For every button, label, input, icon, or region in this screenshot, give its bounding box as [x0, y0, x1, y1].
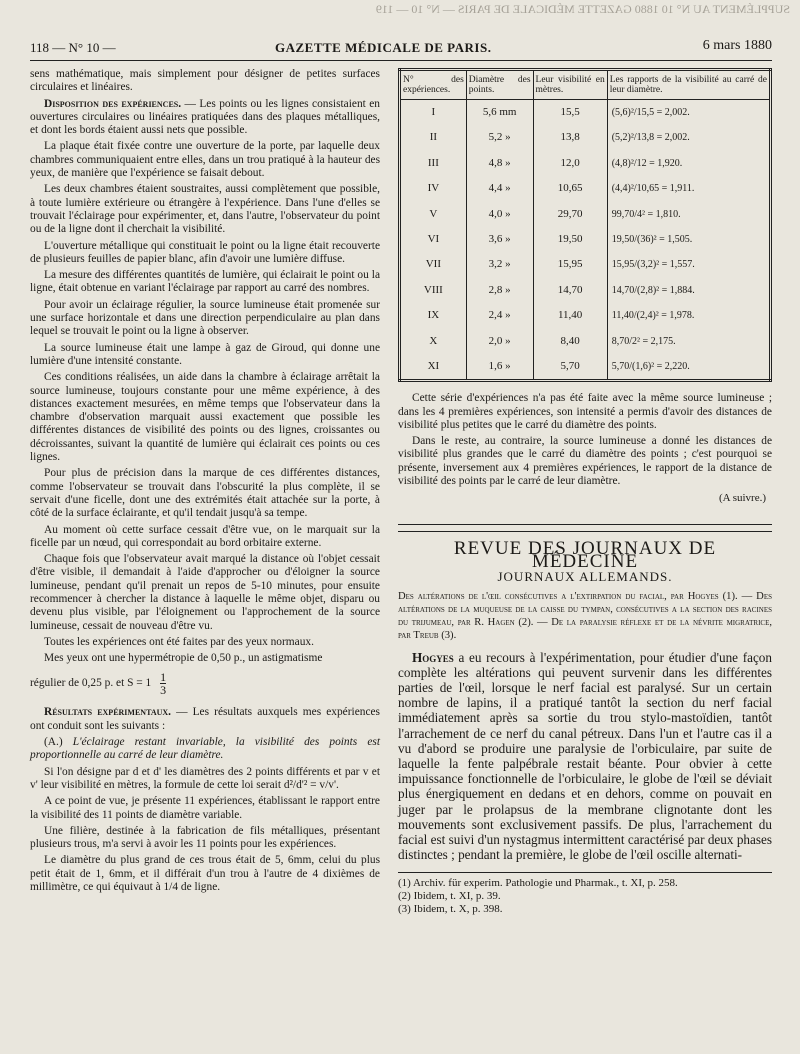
column-header: Diamètre des points.	[466, 70, 533, 100]
visibility-cell: 29,70	[533, 202, 607, 227]
right-column	[398, 68, 772, 915]
ratio-cell: 5,70/(1,6)² = 2,220.	[607, 354, 770, 381]
diameter-cell: 5,2 »	[466, 125, 533, 150]
results-paragraph	[30, 706, 380, 733]
section-divider	[398, 531, 772, 532]
results-heading: Résultats expérimentaux.	[44, 706, 172, 719]
law-label: (A.)	[44, 736, 73, 749]
law-text: L'éclairage restant invariable, la visibilité des points est proportionnelle au carré de leur diamètre.	[30, 736, 380, 762]
table-header-row	[400, 70, 771, 100]
ratio-cell: (5,2)²/13,8 = 2,002.	[607, 125, 770, 150]
experiments-table	[398, 68, 772, 382]
results-text: — Les résultats auxquels mes expériences ont conduit sont les suivants :	[30, 706, 380, 732]
footnotes	[398, 872, 772, 915]
visibility-cell: 13,8	[533, 125, 607, 150]
footnote: (1) Archiv. für experim. Pathologie und Pharmak., t. XI, p. 258.	[398, 877, 678, 890]
exp-number-cell: XI	[400, 354, 467, 381]
formula-text: régulier de 0,25 p. et S = 1	[30, 677, 152, 690]
table-row	[400, 100, 771, 126]
table-row	[400, 252, 771, 277]
section-subtitle: JOURNAUX ALLEMANDS.	[497, 569, 673, 585]
diameter-cell: 5,6 mm	[466, 100, 533, 126]
to-be-continued: (A suivre.)	[718, 492, 766, 505]
paragraph: La plaque était fixée contre une ouverture de la porte, par laquelle deux chambres communiquaient entre elles, dans un trou pratiqué à la hauteur des yeux, de manière que l'expérience se faisait debout.	[30, 140, 380, 180]
issue-date: 6 mars 1880	[702, 38, 772, 53]
exp-number-cell: VI	[400, 227, 467, 252]
paragraph: Pour plus de précision dans la marque de ces différentes distances, comme l'observateur se trouvait dans l'obscurité la plus complète, il se servait d'une ficelle, dont une des extrémités était attachée sur la porte, à côté de la surface éclairante, et qu'il tendait jusqu'à sa tempe.	[30, 467, 380, 520]
ratio-cell: 15,95/(3,2)² = 1,557.	[607, 252, 770, 277]
table-row	[400, 354, 771, 381]
table-row	[400, 227, 771, 252]
ratio-cell: (4,4)²/10,65 = 1,911.	[607, 176, 770, 201]
ratio-cell: 8,70/2² = 2,175.	[607, 329, 770, 354]
law-paragraph	[30, 736, 380, 763]
journal-title: GAZETTE MÉDICALE DE PARIS.	[275, 40, 492, 55]
column-header: Les rapports de la visibilité au carré de leur diamètre.	[607, 70, 770, 100]
diameter-cell: 4,4 »	[466, 176, 533, 201]
visibility-cell: 10,65	[533, 176, 607, 201]
left-column	[30, 68, 380, 897]
paragraph: A ce point de vue, je présente 11 expériences, établissant le rapport entre la visibilité des 11 points de diamètre variable.	[30, 795, 380, 821]
article-summary: Des altérations de l'œil consécutives a l'extirpation du facial, par Hogyes (1). — Des altérations de la muqueuse de la caisse du tympan, consécutives a la section des racines du trijumeau, par R. Hagen (2). — De la paralysie réflexe et de la névrite migratrice, par Treub (3).	[398, 590, 772, 641]
exp-number-cell: III	[400, 151, 467, 176]
paragraph: La mesure des différentes quantités de lumière, qui éclairait le point ou la ligne, était obtenue en variant l'éclairage par rapport au carré des nombres.	[30, 269, 380, 295]
paragraph: Au moment où cette surface cessait d'être vue, on le marquait sur la ficelle par un nœud, qui correspondait au bord orbitaire externe.	[30, 523, 380, 549]
ratio-cell: (5,6)²/15,5 = 2,002.	[607, 100, 770, 126]
table-row	[400, 303, 771, 328]
article-body-text: a eu recours à l'expérimentation, pour étudier d'une façon complète les altérations qui peuvent survenir dans les différentes parties de l'œil, lorsque le nerf facial est paralysé. Sur un certain nombre de lapins, il a pratiqué tantôt la section du nerf facial immédiatement après sa sortie du trou stylo-mastoïdien, tantôt l'arrachement de ce nerf du canal pétreux. Dans l'un et l'autre cas il a vu d'abord se produire une paralysie de l'orbiculaire, par suite de laquelle la fente palpébrale restait béante. Pour obvier à cette impuissance fonctionnelle de l'orbiculaire, le globe de l'œil se déviait plus énergiquement en dedans et en dehors, comme on pouvait en juger par le prolapsus de la membrane clignotante dont les mouvements sont exclusivement passifs. De plus, l'arrachement du facial est suivi d'un nystagmus intermittent caractérisé par deux phases distinctes ; pendant la première, le globe de l'œil oscille alternati-	[398, 649, 772, 863]
column-header: Leur visibilité en mètres.	[533, 70, 607, 100]
ratio-cell: 14,70/(2,8)² = 1,884.	[607, 278, 770, 303]
section-title: REVUE DES JOURNAUX DE MÉDECINE	[453, 537, 717, 572]
diameter-cell: 4,0 »	[466, 202, 533, 227]
paragraph: Le diamètre du plus grand de ces trous était de 5, 6mm, celui du plus petit était de 1, 6mm, et il différait d'un trou à l'autre de 4 dixièmes de millimètre, ce qui équivaut à 1/4 de ligne.	[30, 854, 380, 894]
footnote: (2) Ibidem, t. XI, p. 39.	[398, 890, 501, 902]
paragraph: L'ouverture métallique qui constituait le point ou la ligne était recouverte de plusieurs feuilles de papier blanc, afin d'avoir une lumière diffuse.	[30, 239, 380, 265]
table-row	[400, 151, 771, 176]
paragraph: La source lumineuse était une lampe à gaz de Giroud, qui donne une lumière d'une intensité constante.	[30, 341, 380, 367]
column-header: N° des expériences.	[400, 70, 467, 100]
bleed-through-text: SUPPLÉMENT AU N° 10 1880 GAZETTE MÉDICALE DE PARIS — N° 10 — 119	[375, 2, 790, 16]
paragraph: Toutes les expériences ont été faites par des yeux normaux.	[44, 635, 314, 648]
author-name: Hogyes	[412, 649, 454, 665]
ratio-cell: 11,40/(2,4)² = 1,978.	[607, 303, 770, 328]
table-row	[400, 329, 771, 354]
issue-number: — N° 10 —	[52, 40, 116, 55]
visibility-cell: 5,70	[533, 354, 607, 381]
ratio-cell: 19,50/(36)² = 1,505.	[607, 227, 770, 252]
visibility-cell: 11,40	[533, 303, 607, 328]
diameter-cell: 2,4 »	[466, 303, 533, 328]
exp-number-cell: X	[400, 329, 467, 354]
disposition-paragraph	[30, 98, 380, 138]
paragraph: Dans le reste, au contraire, la source lumineuse a donné les distances de visibilité plus grandes que le carré du diamètre des points ; c'est pourquoi se présente, inversement aux 4 premières expériences, le rapport de la distance de visibilité des points par le carré de leur diamètre.	[398, 435, 772, 488]
visibility-cell: 8,40	[533, 329, 607, 354]
exp-number-cell: IV	[400, 176, 467, 201]
exp-number-cell: IX	[400, 303, 467, 328]
diameter-cell: 1,6 »	[466, 354, 533, 381]
section-divider	[398, 524, 772, 525]
exp-number-cell: I	[400, 100, 467, 126]
table-row	[400, 202, 771, 227]
formula-numerator: 1	[160, 670, 167, 685]
diameter-cell: 3,2 »	[466, 252, 533, 277]
paragraph: Pour avoir un éclairage régulier, la source lumineuse était promenée sur une surface horizontale et dans une direction perpendiculaire au plan dans lequel se trouvait le point ou la ligne à observer.	[30, 298, 380, 338]
formula-fraction	[160, 671, 166, 696]
intro-paragraph: sens mathématique, mais simplement pour désigner de petites surfaces circulaires et linéaires.	[30, 68, 380, 94]
header-rule	[30, 60, 772, 61]
page-header	[30, 38, 772, 58]
table-body	[400, 100, 771, 381]
diameter-cell: 3,6 »	[466, 227, 533, 252]
ratio-cell: (4,8)²/12 = 1,920.	[607, 151, 770, 176]
paragraph: Une filière, destinée à la fabrication de fils métalliques, présentant plusieurs trous, m'a servi à avoir les 11 points pour les expériences.	[30, 824, 380, 851]
diameter-cell: 2,0 »	[466, 329, 533, 354]
paragraph: Ces conditions réalisées, un aide dans la chambre à éclairage arrêtait la source lumineuse, toujours constante pour une même expérience, à des distances exactement mesurées, en même temps que l'observateur dans la chambre d'observation marquait aussi exactement que possible les différentes distances de visibilité des points ou des lignes, croissantes ou décroissantes, suivant la quantité de lumière qui éclairait ces points ou ces lignes.	[30, 371, 380, 464]
article-body	[398, 650, 772, 863]
exp-number-cell: V	[400, 202, 467, 227]
table-row	[400, 125, 771, 150]
paragraph: Mes yeux ont une hypermétropie de 0,50 p., un astigmatisme	[44, 652, 323, 665]
paragraph: Les deux chambres étaient soustraites, aussi complètement que possible, à toute lumière extérieure ou étrangère à l'expérience. Dans l'une d'elles se trouvait l'éclairage pour expérimenter, et, dans l'autre, l'observateur du point ou de la ligne dont il cherchait la visibilité.	[30, 183, 380, 236]
disposition-text: — Les points ou les lignes consistaient en ouvertures circulaires ou linéaires pratiquées dans des plaques métalliques, et dont les bords étaient aussi nets que possible.	[30, 97, 381, 137]
disposition-heading: Disposition des expériences.	[44, 97, 182, 110]
footnote: (3) Ibidem, t. X, p. 398.	[398, 902, 503, 915]
visibility-cell: 15,5	[533, 100, 607, 126]
paragraph: Si l'on désigne par d et d' les diamètres des 2 points différents et par v et v' leur visibilité en mètres, la formule de cette loi serait d²/d'² = v/v'.	[30, 765, 380, 791]
page-number-and-issue	[30, 40, 116, 56]
ratio-cell: 99,70/4² = 1,810.	[607, 202, 770, 227]
visibility-cell: 14,70	[533, 278, 607, 303]
exp-number-cell: II	[400, 125, 467, 150]
diameter-cell: 4,8 »	[466, 151, 533, 176]
diameter-cell: 2,8 »	[466, 278, 533, 303]
visibility-cell: 19,50	[533, 227, 607, 252]
exp-number-cell: VIII	[400, 278, 467, 303]
visibility-cell: 12,0	[533, 151, 607, 176]
table-row	[400, 176, 771, 201]
exp-number-cell: VII	[400, 252, 467, 277]
page-number: 118	[30, 40, 50, 55]
table-row	[400, 278, 771, 303]
visibility-cell: 15,95	[533, 252, 607, 277]
paragraph: Cette série d'expériences n'a pas été faite avec la même source lumineuse ; dans les 4 premières expériences, son intensité a permis d'avoir des distances de visibilité plus petites que le carré du diamètre des points.	[398, 392, 772, 431]
acuity-formula	[30, 671, 380, 696]
formula-denominator: 3	[160, 683, 167, 698]
paragraph: Chaque fois que l'observateur avait marqué la distance où l'objet cessait d'être visible, il demandait à l'aide d'approcher ou d'éloigner la source lumineuse, pendant qu'il prenait un repos de 5-10 minutes, pour ensuite recommencer à chercher la distance à laquelle le même objet, disparu ou devenu plus visible, par l'éloignement ou l'approchement de la source lumineuse, cessait de nouveau d'être vu.	[30, 553, 380, 632]
